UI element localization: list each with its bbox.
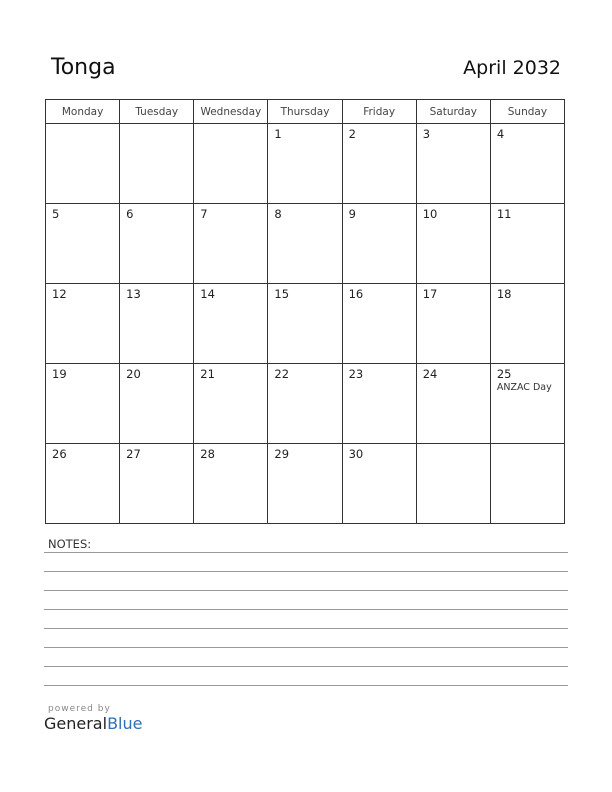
day-cell xyxy=(120,204,194,284)
day-number: 16 xyxy=(348,287,364,301)
day-cell xyxy=(268,204,342,284)
weekday-monday: Monday xyxy=(46,100,120,124)
brand-logo xyxy=(44,704,142,733)
day-cell xyxy=(120,444,194,524)
day-number: 12 xyxy=(52,287,67,301)
day-cell xyxy=(46,124,120,204)
weekday-tuesday: Tuesday xyxy=(120,100,194,124)
week-row xyxy=(46,364,565,444)
day-number: 17 xyxy=(422,287,438,301)
day-number: 25 xyxy=(496,367,512,381)
day-number: 3 xyxy=(422,127,431,141)
day-number: 29 xyxy=(274,447,290,461)
day-cell xyxy=(490,364,564,444)
day-cell xyxy=(46,364,120,444)
day-number: 27 xyxy=(126,447,141,461)
day-cell xyxy=(416,124,490,204)
day-cell xyxy=(46,284,120,364)
day-cell xyxy=(194,284,268,364)
day-cell xyxy=(120,124,194,204)
day-cell xyxy=(490,284,564,364)
note-line xyxy=(44,552,568,553)
day-cell xyxy=(416,284,490,364)
day-number: 6 xyxy=(126,207,134,221)
day-number: 10 xyxy=(422,207,438,221)
day-number: 13 xyxy=(126,287,141,301)
day-number: 30 xyxy=(348,447,364,461)
holiday-label: ANZAC Day xyxy=(496,382,552,393)
note-line xyxy=(44,666,568,667)
day-cell xyxy=(342,364,416,444)
day-number: 22 xyxy=(274,367,290,381)
day-cell xyxy=(194,124,268,204)
day-cell xyxy=(490,444,564,524)
day-number: 15 xyxy=(274,287,290,301)
brand-general-text: General xyxy=(44,714,108,733)
day-cell xyxy=(416,204,490,284)
day-number: 18 xyxy=(496,287,512,301)
notes-lines xyxy=(44,552,568,704)
week-row xyxy=(46,204,565,284)
note-line xyxy=(44,590,568,591)
calendar-grid xyxy=(45,99,565,524)
day-cell xyxy=(120,364,194,444)
day-cell xyxy=(416,444,490,524)
day-cell xyxy=(342,124,416,204)
day-cell xyxy=(194,444,268,524)
week-row xyxy=(46,124,565,204)
day-number: 1 xyxy=(274,127,282,141)
day-cell xyxy=(268,284,342,364)
day-number: 8 xyxy=(274,207,282,221)
day-cell xyxy=(416,364,490,444)
weekday-thursday: Thursday xyxy=(268,100,342,124)
note-line xyxy=(44,647,568,648)
day-cell xyxy=(490,124,564,204)
day-number: 26 xyxy=(52,447,67,461)
day-number: 14 xyxy=(200,287,215,301)
note-line xyxy=(44,685,568,686)
day-number: 28 xyxy=(200,447,215,461)
weekday-friday: Friday xyxy=(342,100,416,124)
day-cell xyxy=(268,124,342,204)
weekday-wednesday: Wednesday xyxy=(194,100,268,124)
day-cell xyxy=(342,204,416,284)
powered-by-text: powered by xyxy=(48,704,111,714)
day-cell xyxy=(490,204,564,284)
day-cell xyxy=(268,444,342,524)
week-row xyxy=(46,284,565,364)
week-row xyxy=(46,444,565,524)
day-cell xyxy=(268,364,342,444)
note-line xyxy=(44,571,568,572)
day-number: 4 xyxy=(496,127,505,141)
day-cell xyxy=(46,444,120,524)
day-number: 23 xyxy=(348,367,364,381)
notes-label: NOTES: xyxy=(48,537,92,551)
day-cell xyxy=(120,284,194,364)
weekday-sunday: Sunday xyxy=(490,100,564,124)
brand-blue-text: Blue xyxy=(107,714,143,733)
brand-name xyxy=(44,715,142,733)
day-cell xyxy=(194,364,268,444)
day-cell xyxy=(342,284,416,364)
note-line xyxy=(44,609,568,610)
day-number: 21 xyxy=(200,367,215,381)
day-number: 9 xyxy=(348,207,356,221)
day-cell xyxy=(342,444,416,524)
weekday-header-row xyxy=(46,100,565,124)
day-number: 5 xyxy=(52,207,60,221)
day-cell xyxy=(194,204,268,284)
month-year-title: April 2032 xyxy=(463,57,561,79)
day-number: 2 xyxy=(348,127,356,141)
day-number: 24 xyxy=(422,367,438,381)
day-number: 20 xyxy=(126,367,141,381)
note-line xyxy=(44,628,568,629)
day-number: 19 xyxy=(52,367,67,381)
day-number: 7 xyxy=(200,207,208,221)
day-cell xyxy=(46,204,120,284)
weekday-saturday: Saturday xyxy=(416,100,490,124)
day-number: 11 xyxy=(496,207,512,221)
country-title: Tonga xyxy=(51,55,116,80)
